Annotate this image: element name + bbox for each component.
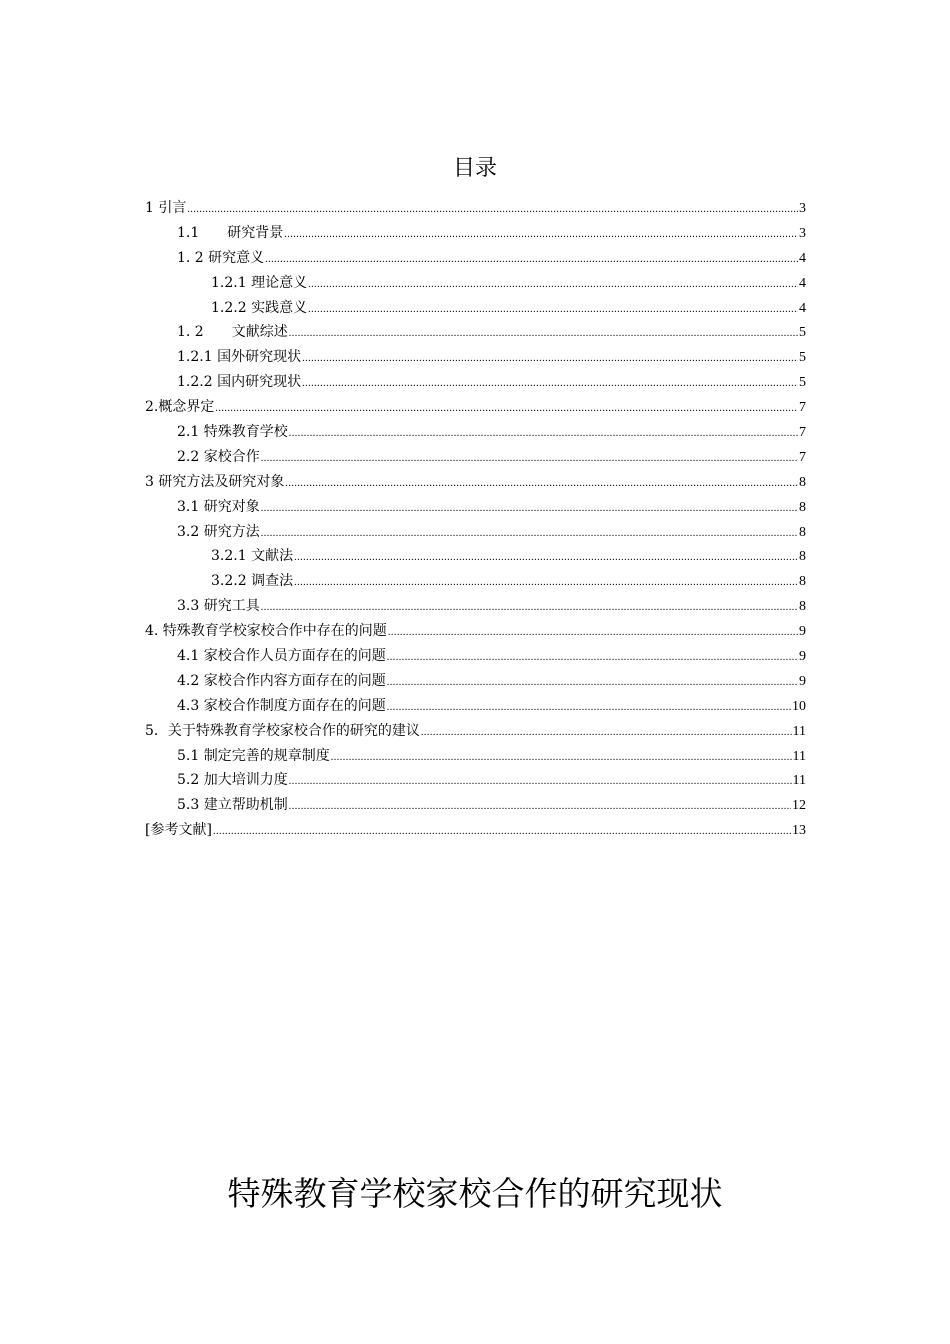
- toc-leader-dots: [289, 322, 798, 347]
- toc-entry[interactable]: [145, 694, 806, 719]
- toc-entry-page: 5: [799, 375, 806, 391]
- toc-entry-label: 2.2 家校合作: [177, 448, 260, 465]
- toc-entry-label: 4.2 家校合作内容方面存在的问题: [177, 672, 386, 689]
- toc-entry-label: 5.2 加大培训力度: [177, 772, 288, 789]
- toc-entry[interactable]: [145, 793, 806, 818]
- toc-entry-page: 5: [799, 350, 806, 366]
- toc-leader-dots: [289, 795, 791, 820]
- toc-leader-dots: [294, 546, 798, 571]
- toc-entry-page: 11: [792, 723, 806, 739]
- toc-entry-label: 5.3 建立帮助机制: [177, 797, 288, 814]
- toc-entry[interactable]: [145, 221, 806, 246]
- toc-entry-page: 9: [799, 624, 806, 640]
- toc-entry-label: 3.3 研究工具: [177, 598, 260, 615]
- toc-leader-dots: [387, 696, 791, 721]
- toc-entry[interactable]: [145, 744, 806, 769]
- toc-entry-label: 3 研究方法及研究对象: [145, 473, 285, 490]
- toc-entry-page: 8: [799, 549, 806, 565]
- toc-entry[interactable]: [145, 246, 806, 271]
- toc-leader-dots: [308, 273, 798, 298]
- toc-entry[interactable]: [145, 296, 806, 321]
- toc-entry-label: 3.1 研究对象: [177, 498, 260, 515]
- toc-entry[interactable]: [145, 345, 806, 370]
- toc-leader-dots: [421, 721, 792, 746]
- toc-leader-dots: [261, 522, 798, 547]
- toc-entry-label: 2.概念界定: [145, 399, 215, 416]
- toc-entry[interactable]: [145, 619, 806, 644]
- toc-entry[interactable]: [145, 320, 806, 345]
- toc-entry[interactable]: [145, 818, 806, 843]
- toc-entry[interactable]: [145, 271, 806, 296]
- toc-entry-page: 11: [792, 748, 806, 764]
- toc-leader-dots: [215, 397, 798, 422]
- toc-entry[interactable]: [145, 544, 806, 569]
- toc-entry-page: 7: [799, 400, 806, 416]
- toc-leader-dots: [387, 646, 798, 671]
- toc-leader-dots: [387, 671, 798, 696]
- toc-entry-label: 3.2.2 调查法: [211, 573, 294, 590]
- toc-leader-dots: [285, 472, 798, 497]
- toc-entry-label: 1.2.1 理论意义: [211, 274, 308, 291]
- toc-entry-label: 5.1 制定完善的规章制度: [177, 747, 330, 764]
- toc-entry[interactable]: [145, 594, 806, 619]
- toc-entry[interactable]: [145, 395, 806, 420]
- toc-entry-page: 8: [799, 499, 806, 515]
- toc-leader-dots: [284, 223, 798, 248]
- toc-entry-page: 12: [792, 798, 806, 814]
- toc-entry-page: 8: [799, 599, 806, 615]
- toc-entry[interactable]: [145, 569, 806, 594]
- toc-title: 目录: [452, 156, 497, 181]
- toc-leader-dots: [261, 596, 798, 621]
- toc-entry-label: [参考文献]: [145, 822, 212, 839]
- toc-entry-page: 9: [799, 673, 806, 689]
- toc-entry-page: 8: [799, 474, 806, 490]
- toc-entry-label: 4.1 家校合作人员方面存在的问题: [177, 648, 386, 665]
- toc-entry[interactable]: [145, 719, 806, 744]
- toc-entry[interactable]: [145, 470, 806, 495]
- toc-entry-page: 9: [799, 649, 806, 665]
- document-title: 特殊教育学校家校合作的研究现状: [227, 1174, 723, 1213]
- toc-leader-dots: [265, 248, 798, 273]
- toc-entry[interactable]: [145, 495, 806, 520]
- table-of-contents: [145, 196, 806, 843]
- toc-entry-label: 1. 2 文献综述: [177, 324, 288, 341]
- toc-leader-dots: [289, 770, 792, 795]
- toc-entry-label: 1. 2 研究意义: [177, 249, 265, 266]
- toc-entry[interactable]: [145, 644, 806, 669]
- toc-leader-dots: [289, 422, 798, 447]
- toc-entry[interactable]: [145, 669, 806, 694]
- toc-entry-label: 1.2.2 国内研究现状: [177, 374, 302, 391]
- toc-leader-dots: [261, 497, 798, 522]
- toc-entry[interactable]: [145, 420, 806, 445]
- toc-entry-page: 4: [799, 250, 806, 266]
- toc-entry-label: 2.1 特殊教育学校: [177, 424, 288, 441]
- toc-entry-page: 3: [799, 225, 806, 241]
- toc-entry-label: 5．关于特殊教育学校家校合作的研究的建议: [145, 722, 420, 739]
- toc-leader-dots: [261, 447, 798, 472]
- toc-entry-page: 11: [792, 773, 806, 789]
- toc-entry-page: 3: [799, 201, 806, 216]
- toc-entry-page: 8: [799, 574, 806, 590]
- toc-entry-page: 4: [799, 300, 806, 316]
- toc-entry-label: 1.2.1 国外研究现状: [177, 349, 302, 366]
- toc-leader-dots: [308, 298, 798, 323]
- toc-leader-dots: [187, 198, 798, 223]
- toc-leader-dots: [302, 347, 798, 372]
- toc-entry-label: 3.2 研究方法: [177, 523, 260, 540]
- toc-entry-label: 1.2.2 实践意义: [211, 299, 308, 316]
- toc-entry-page: 13: [792, 823, 806, 839]
- toc-entry[interactable]: [145, 445, 806, 470]
- toc-entry-label: 1.1 研究背景: [177, 224, 284, 241]
- toc-entry-label: 1 引言: [145, 200, 187, 216]
- toc-entry[interactable]: [145, 370, 806, 395]
- toc-leader-dots: [213, 820, 791, 845]
- toc-entry-page: 7: [799, 425, 806, 441]
- toc-entry-page: 5: [799, 325, 806, 341]
- toc-entry[interactable]: [145, 768, 806, 793]
- toc-leader-dots: [388, 621, 798, 646]
- toc-leader-dots: [294, 571, 798, 596]
- toc-entry[interactable]: [145, 520, 806, 545]
- toc-entry-label: 3.2.1 文献法: [211, 548, 294, 565]
- toc-entry-page: 4: [799, 275, 806, 291]
- toc-entry-label: 4.3 家校合作制度方面存在的问题: [177, 697, 386, 714]
- toc-entry[interactable]: [145, 196, 806, 221]
- toc-entry-page: 7: [799, 449, 806, 465]
- toc-leader-dots: [302, 372, 798, 397]
- toc-entry-label: 4. 特殊教育学校家校合作中存在的问题: [145, 623, 387, 640]
- toc-entry-page: 10: [792, 698, 806, 714]
- toc-leader-dots: [331, 746, 792, 771]
- toc-entry-page: 8: [799, 524, 806, 540]
